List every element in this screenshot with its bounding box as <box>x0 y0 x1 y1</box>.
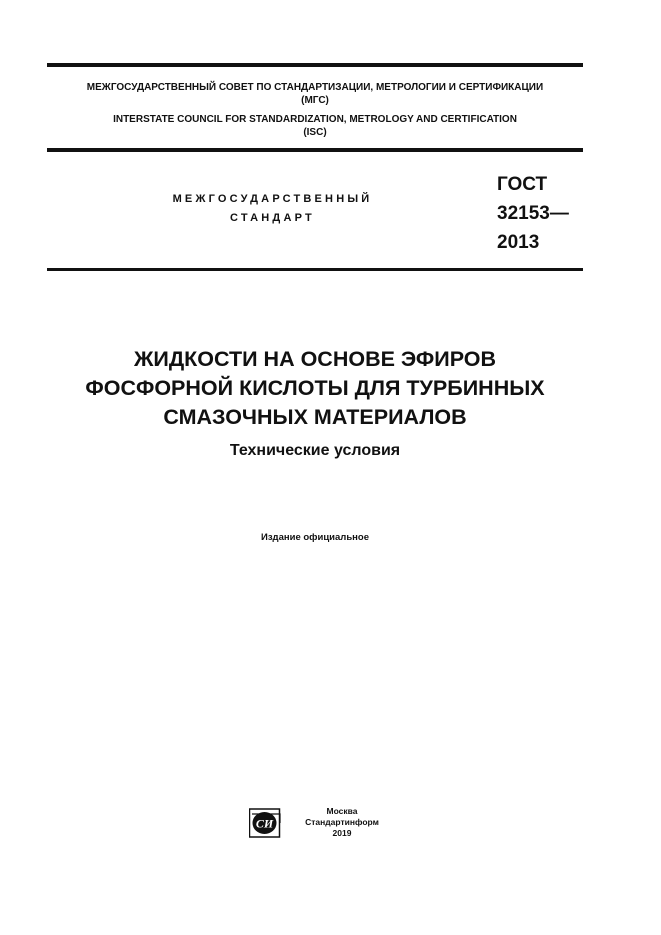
standard-type-line1: МЕЖГОСУДАРСТВЕННЫЙ <box>172 193 373 205</box>
gost-prefix: ГОСТ <box>497 174 548 195</box>
standard-type-line2: СТАНДАРТ <box>230 212 315 224</box>
gost-number: 32153— <box>497 203 569 224</box>
publisher-year: 2019 <box>332 828 352 838</box>
middle-rule <box>47 148 583 152</box>
publisher-city: Москва <box>326 806 358 816</box>
council-name-ru-text: МЕЖГОСУДАРСТВЕННЫЙ СОВЕТ ПО СТАНДАРТИЗАЦИИ, МЕТРОЛОГИИ И СЕРТИФИКАЦИИ <box>86 82 544 93</box>
top-rule <box>47 63 583 67</box>
publisher-name: Стандартинформ <box>305 817 379 827</box>
bottom-rule <box>47 268 583 271</box>
publisher-imprint <box>300 806 384 839</box>
document-title <box>47 345 583 432</box>
council-abbr-en: (ISC) <box>303 127 327 138</box>
document-subtitle: Технические условия <box>229 442 401 459</box>
gost-year: 2013 <box>497 232 540 253</box>
title-line3: СМАЗОЧНЫХ МАТЕРИАЛОВ <box>163 405 467 429</box>
council-name-en <box>47 113 583 139</box>
logo-letters: СИ <box>255 816 274 831</box>
standartinform-logo-icon <box>249 808 285 838</box>
title-line1: ЖИДКОСТИ НА ОСНОВЕ ЭФИРОВ <box>133 347 497 371</box>
edition-label: Издание официальное <box>261 532 369 543</box>
gost-designation <box>497 170 569 257</box>
council-abbr-ru: (МГС) <box>301 95 329 106</box>
council-name-en-text: INTERSTATE COUNCIL FOR STANDARDIZATION, METROLOGY AND CERTIFICATION <box>113 114 517 125</box>
title-line2: ФОСФОРНОЙ КИСЛОТЫ ДЛЯ ТУРБИННЫХ <box>85 376 545 400</box>
council-name-ru <box>47 81 583 107</box>
